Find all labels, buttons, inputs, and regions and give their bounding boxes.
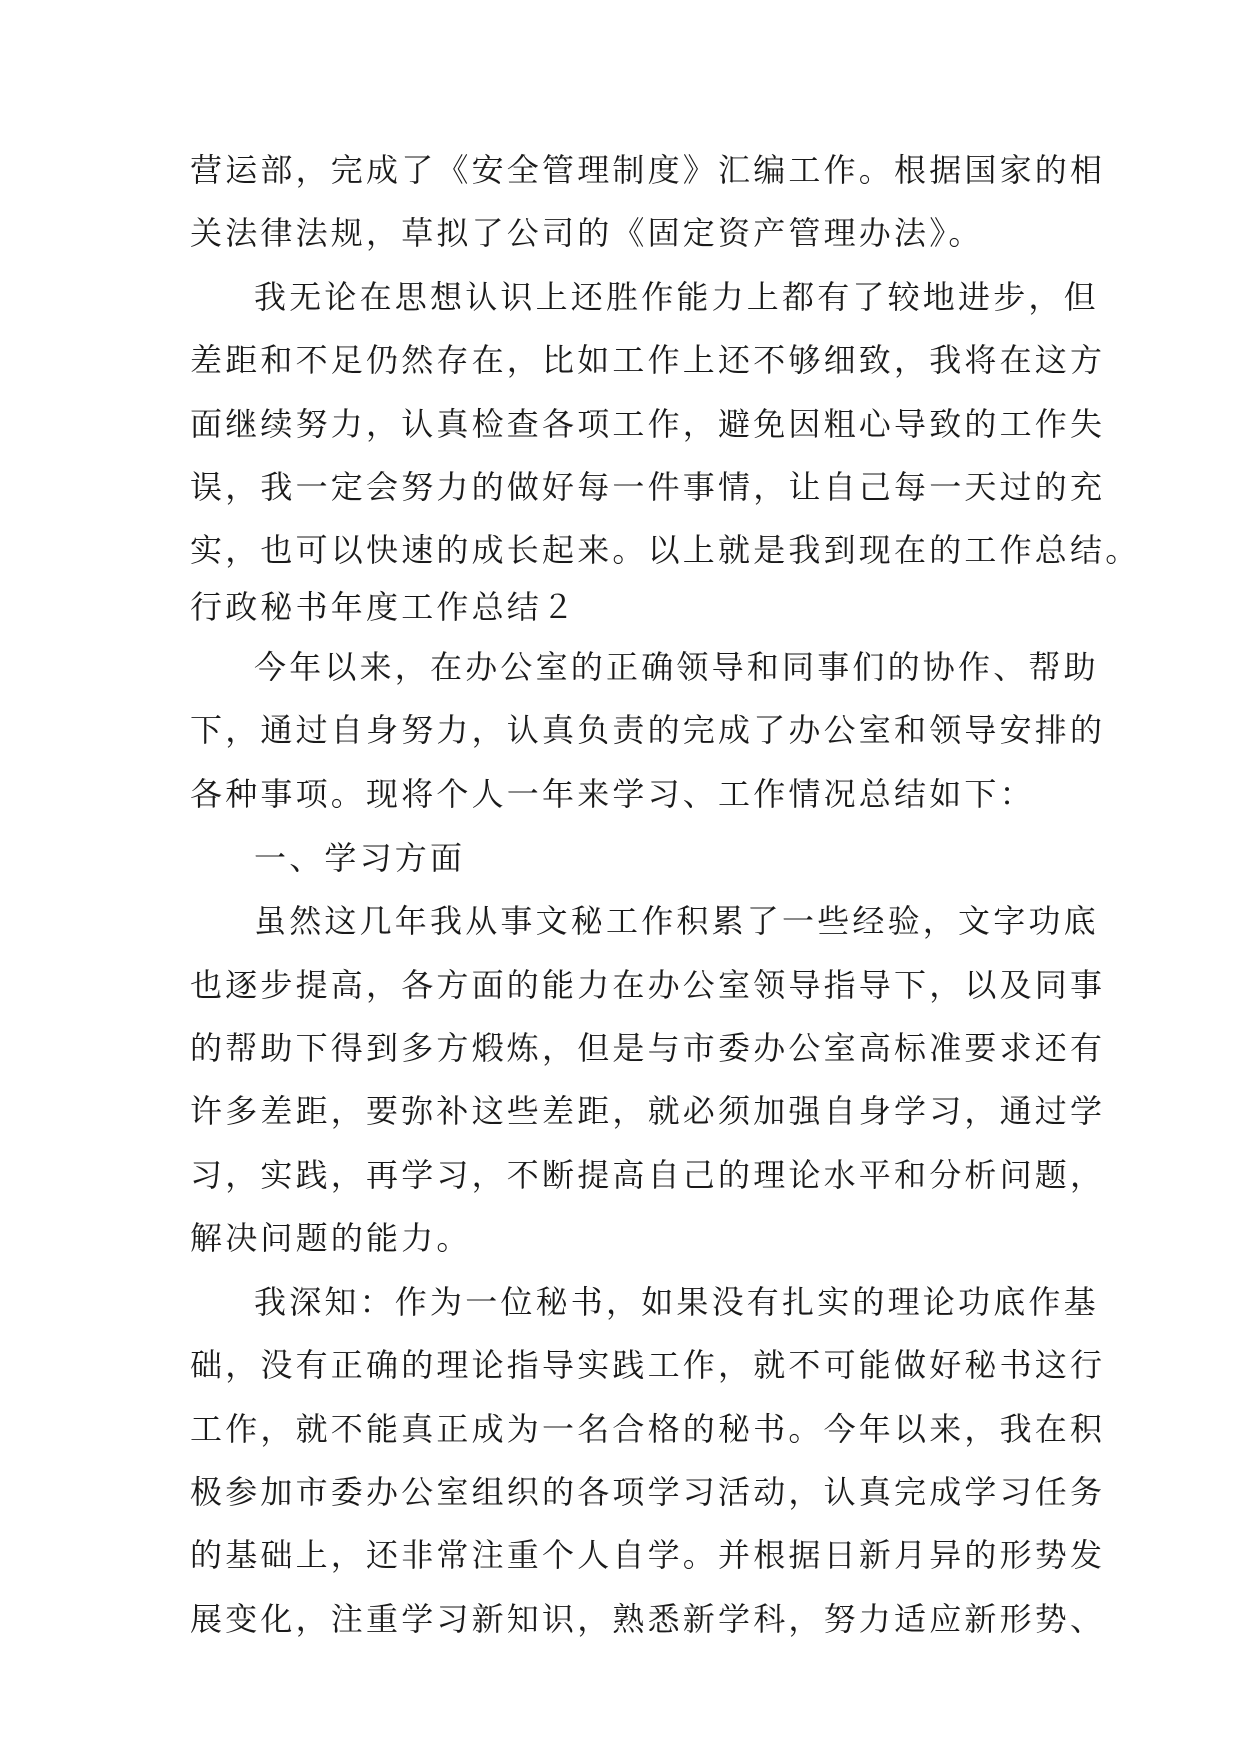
text-line: 许多差距，要弥补这些差距，就必须加强自身学习，通过学 [190, 1092, 1106, 1130]
text-line: 习，实践，再学习，不断提高自己的理论水平和分析问题， [190, 1156, 1106, 1194]
text-line: 的基础上，还非常注重个人自学。并根据日新月异的形势发 [190, 1536, 1106, 1574]
text-line: 展变化，注重学习新知识，熟悉新学科，努力适应新形势、 [190, 1600, 1106, 1638]
paragraph-start-line: 今年以来，在办公室的正确领导和同事们的协作、帮助 [254, 648, 1099, 686]
text-line: 营运部，完成了《安全管理制度》汇编工作。根据国家的相 [190, 151, 1106, 189]
text-line: 各种事项。现将个人一年来学习、工作情况总结如下： [190, 775, 1035, 813]
paragraph-start-line: 我深知：作为一位秘书，如果没有扎实的理论功底作基 [254, 1283, 1099, 1321]
paragraph-start-line: 虽然这几年我从事文秘工作积累了一些经验，文字功底 [254, 902, 1099, 940]
text-line: 工作，就不能真正成为一名合格的秘书。今年以来，我在积 [190, 1410, 1106, 1448]
text-line: 面继续努力，认真检查各项工作，避免因粗心导致的工作失 [190, 405, 1106, 443]
text-line: 关法律法规，草拟了公司的《固定资产管理办法》。 [190, 214, 984, 252]
text-line: 也逐步提高，各方面的能力在办公室领导指导下，以及同事 [190, 966, 1106, 1004]
paragraph-start-line: 我无论在思想认识上还胜作能力上都有了较地进步，但 [254, 278, 1099, 316]
text-line: 极参加市委办公室组织的各项学习活动，认真完成学习任务 [190, 1473, 1106, 1511]
text-line: 误，我一定会努力的做好每一件事情，让自己每一天过的充 [190, 468, 1106, 506]
text-line: 解决问题的能力。 [190, 1219, 472, 1257]
text-line: 的帮助下得到多方煅炼，但是与市委办公室高标准要求还有 [190, 1029, 1106, 1067]
text-line: 下，通过自身努力，认真负责的完成了办公室和领导安排的 [190, 711, 1106, 749]
section-title: 行政秘书年度工作总结２ [190, 588, 578, 626]
text-line: 差距和不足仍然存在，比如工作上还不够细致，我将在这方 [190, 341, 1106, 379]
text-line: 实，也可以快速的成长起来。以上就是我到现在的工作总结。 [190, 531, 1141, 569]
text-line: 础，没有正确的理论指导实践工作，就不可能做好秘书这行 [190, 1346, 1106, 1384]
subheading: 一、学习方面 [254, 839, 466, 877]
